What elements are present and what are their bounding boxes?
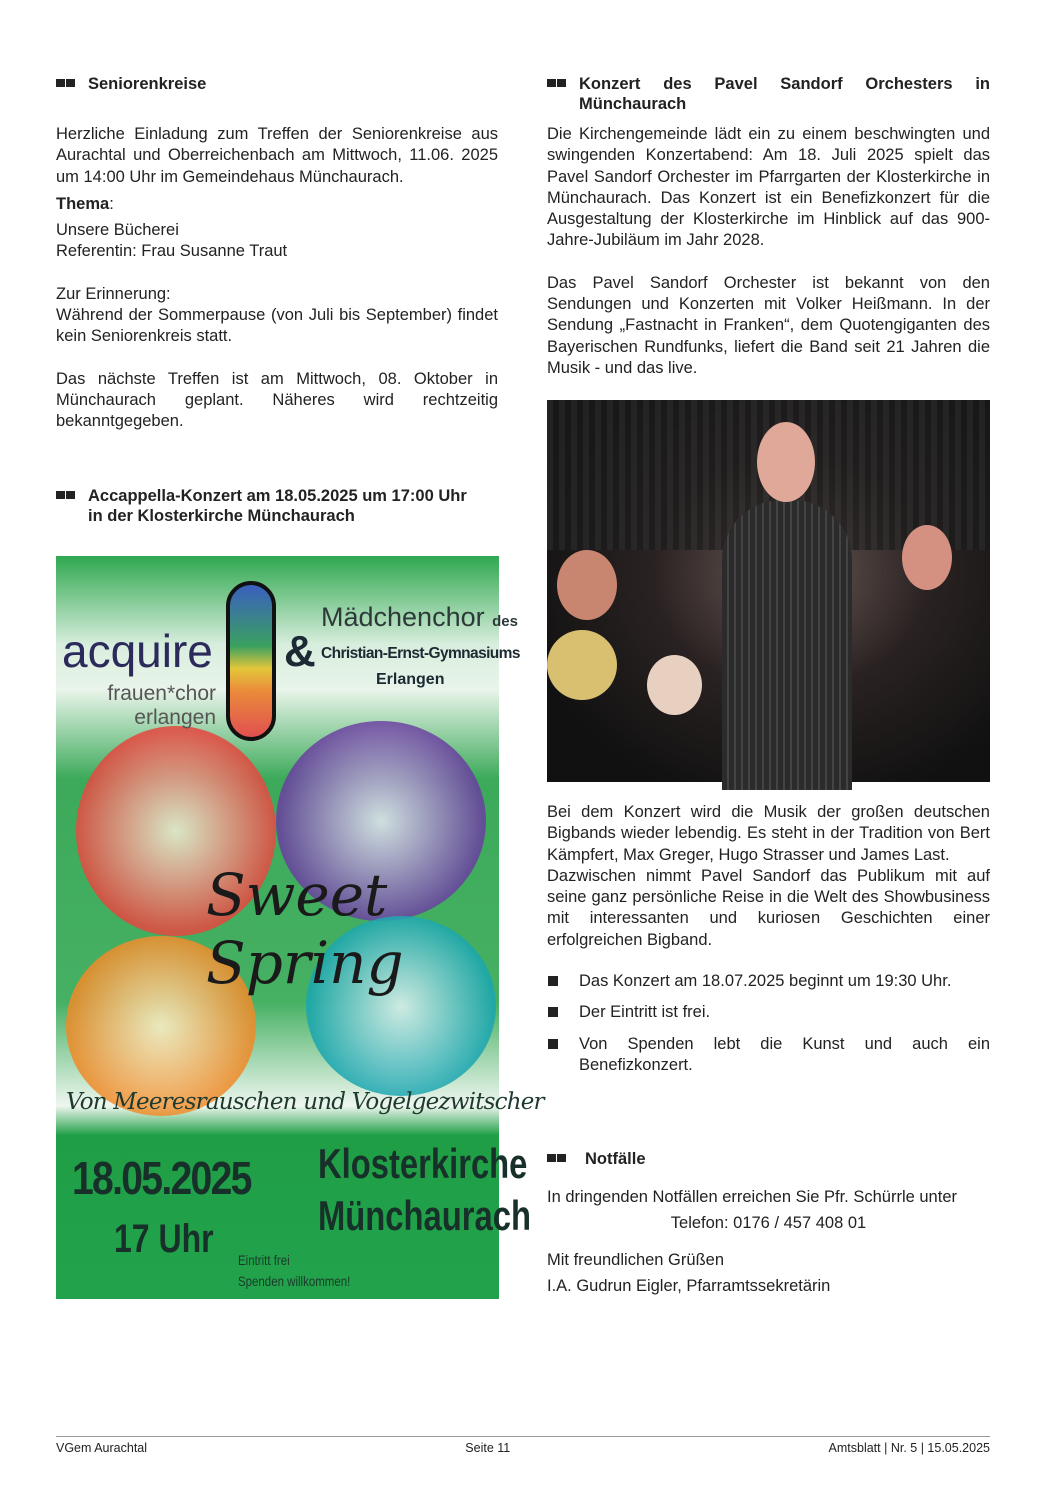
poster-date: 18.05.2025 — [72, 1152, 251, 1204]
school: Christian-Ernst-Gymnasiums — [321, 645, 520, 662]
poster-entry — [238, 1250, 350, 1292]
venue2: Münchaurach — [318, 1192, 531, 1239]
reminder-label: Zur Erinnerung: — [56, 284, 171, 303]
poster-time: 17 Uhr — [114, 1217, 214, 1261]
bullet-text: Das Konzert am 18.07.2025 beginnt um 19:30 Uhr. — [579, 972, 952, 991]
heading-line: Münchaurach — [579, 95, 687, 113]
orchestra-photo — [547, 400, 990, 782]
conductor — [722, 500, 852, 790]
ampersand: & — [284, 627, 316, 676]
square-bullet-icon — [548, 976, 558, 986]
title-spring: Spring — [206, 929, 404, 997]
bullet-text: Von Spenden lebt die Kunst und auch ein Benefizkonzert. — [579, 1034, 990, 1074]
square-bullet-icon — [548, 1039, 558, 1049]
choir1-sub1: frauen*chor — [107, 682, 216, 705]
seniors-intro: Herzliche Einladung zum Treffen der Seniorenkreise aus Aurachtal und Oberreichenbach am Mittwoch, 11.06. 2025 um 14:00 Uhr im Gemeindehaus Münchaurach. — [56, 125, 498, 186]
emergency-phone[interactable]: Telefon: 0176 / 457 408 01 — [670, 1214, 867, 1233]
greeting: Mit freundlichen Grüßen — [547, 1250, 724, 1269]
seniors-section — [56, 74, 498, 433]
musician — [557, 550, 617, 620]
musician — [902, 525, 952, 590]
footer-left: VGem Aurachtal — [56, 1441, 148, 1455]
orchestra-p4: Dazwischen nimmt Pavel Sandorf das Publikum mit auf seine ganz persönliche Reise in die Welt des Showbusiness mit interessanten und kuriosen Geschichten einer erfolgreichen Bigband. — [547, 866, 990, 949]
seniors-heading — [56, 74, 498, 94]
emergency-heading — [547, 1149, 990, 1169]
choir2: Mädchenchor — [321, 602, 485, 632]
acappella-section — [56, 486, 498, 526]
musician — [647, 655, 702, 715]
footer-right: Amtsblatt | Nr. 5 | 15.05.2025 — [828, 1441, 990, 1455]
choir2-name — [321, 601, 518, 638]
topic: Unsere Bücherei — [56, 221, 179, 240]
heading-line: Konzert des Pavel Sandorf Orchesters in — [579, 75, 990, 93]
heading-line: Accappella-Konzert am 18.05.2025 um 17:00 Uhr — [88, 487, 467, 505]
emergency-text: In dringenden Notfällen erreichen Sie Pfr. Schürrle unter — [547, 1188, 957, 1206]
topic-label: Thema — [56, 194, 110, 213]
orchestra-p2: Das Pavel Sandorf Orchester ist bekannt von den Sendungen und Konzerten mit Volker Heißmann. In der Sendung „Fastnacht in Franken“, dem Quotengiganten des Bayerischen Rundfunks, liefert die Band seit 21 Jahren die Musik - und das live. — [547, 273, 990, 377]
musician — [547, 630, 617, 700]
heading-bullet-icon — [56, 491, 76, 499]
heading-bullet-icon — [547, 79, 567, 87]
donations: Spenden willkommen! — [238, 1273, 351, 1289]
emergency-section — [547, 1149, 990, 1297]
entry: Eintritt frei — [238, 1252, 290, 1268]
poster-title — [206, 861, 404, 997]
heading-bullet-icon — [56, 79, 76, 87]
heading-bullet-icon — [547, 1154, 567, 1162]
orchestra-heading — [547, 74, 990, 114]
colon: : — [109, 194, 114, 213]
heading-text: Notfälle — [585, 1150, 646, 1168]
orchestra-section — [547, 74, 990, 379]
poster-venue — [318, 1138, 531, 1242]
next-meeting: Das nächste Treffen ist am Mittwoch, 08. Oktober in Münchaurach geplant. Näheres wird rechtzeitig bekanntgegeben. — [56, 369, 498, 431]
orchestra-p1: Die Kirchengemeinde lädt ein zu einem beschwingten und swingenden Konzertabend: Am 18. Juli 2025 spielt das Pavel Sandorf Orchester im Pfarrgarten der Klosterkirche in Münchaurach. Das Konzert ist ein Benefizkonzert für die Ausgestaltung der Klosterkirche im Hinblick auf das 900-Jahre-Jubiläum im Jahr 2028. — [547, 125, 990, 250]
concert-poster — [56, 556, 544, 1299]
reminder-text: Während der Sommerpause (von Juli bis September) findet kein Seniorenkreis statt. — [56, 306, 498, 346]
bullet-item — [547, 1034, 990, 1077]
speaker: Referentin: Frau Susanne Traut — [56, 242, 288, 261]
choir1-name: acquire — [62, 625, 213, 677]
title-sweet: Sweet — [206, 861, 388, 929]
choir1-sub — [86, 682, 216, 730]
bullet-list — [547, 971, 990, 1076]
orchestra-details — [547, 802, 990, 1086]
poster-subtitle: Von Meeresrauschen und Vogelgezwitscher — [66, 1089, 544, 1115]
venue1: Klosterkirche — [318, 1140, 528, 1187]
acappella-heading — [56, 486, 498, 526]
conductor-head — [757, 422, 815, 502]
treble-clef-icon — [226, 581, 276, 741]
choir1-sub2: erlangen — [134, 706, 216, 729]
heading-text: Seniorenkreise — [88, 75, 207, 93]
bullet-text: Der Eintritt ist frei. — [579, 1003, 711, 1022]
choir2-des: des — [492, 613, 518, 630]
city: Erlangen — [376, 671, 445, 688]
page-number: Seite 11 — [465, 1441, 511, 1455]
square-bullet-icon — [548, 1007, 558, 1017]
orchestra-p3: Bei dem Konzert wird die Musik der großen deutschen Bigbands wieder lebendig. Es steht in der Tradition von Bert Kämpfert, Max Greger, Hugo Strasser und James Last. — [547, 803, 990, 864]
bullet-item — [547, 1002, 990, 1023]
heading-line: in der Klosterkirche Münchaurach — [88, 507, 355, 525]
page-footer — [56, 1436, 990, 1459]
bullet-item — [547, 971, 990, 992]
signature: I.A. Gudrun Eigler, Pfarramtssekretärin — [547, 1276, 831, 1295]
